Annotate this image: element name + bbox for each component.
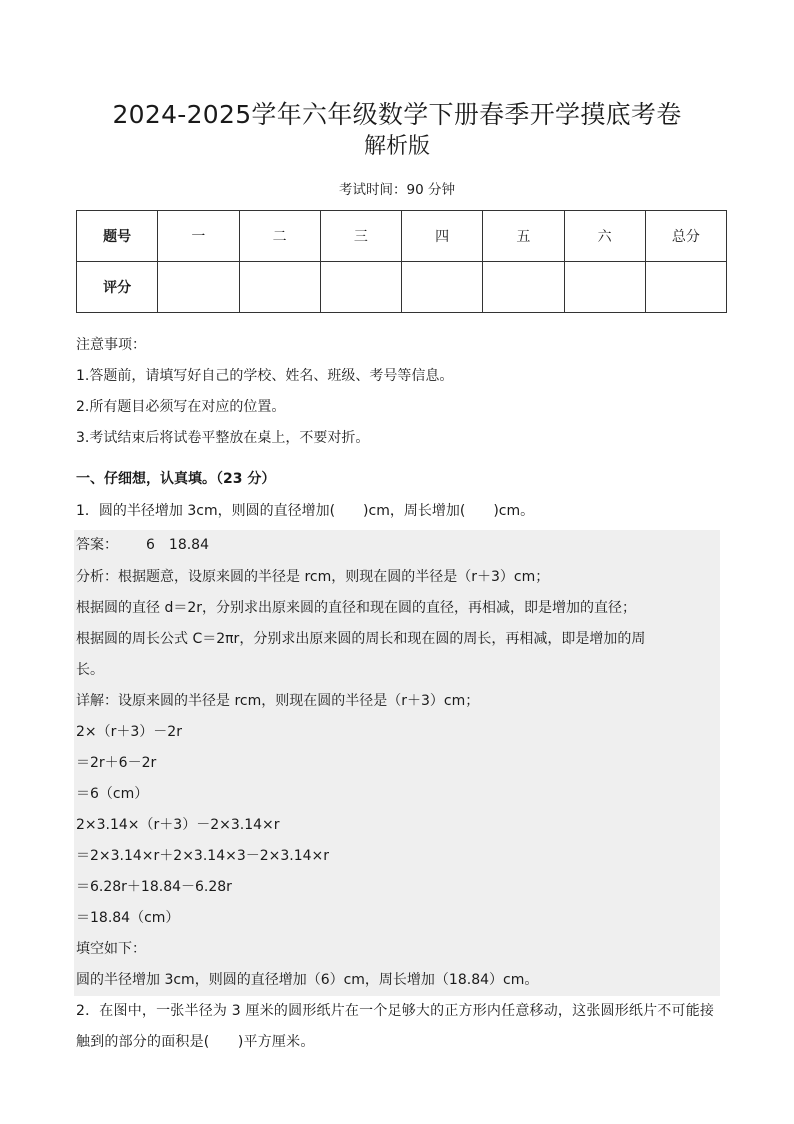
table-cell-score-empty <box>402 262 483 313</box>
table-cell-total: 总分 <box>645 211 726 262</box>
analysis-line: 根据圆的直径 d＝2r，分别求出原来圆的直径和现在圆的直径，再相减，即是增加的直径； <box>76 600 636 616</box>
notes-block <box>76 330 453 454</box>
solution-line: 2×3.14×（r＋3）－2×3.14×r <box>76 817 280 833</box>
analysis-line: 分析：根据题意，设原来圆的半径是 rcm，则现在圆的半径是（r＋3）cm； <box>76 569 550 585</box>
table-cell-section-2: 二 <box>239 211 320 262</box>
solution-line: ＝6.28r＋18.84－6.28r <box>76 879 232 895</box>
answer-explanation-box <box>74 530 720 996</box>
notes-item: 1.答题前，请填写好自己的学校、姓名、班级、考号等信息。 <box>76 368 454 384</box>
exam-time: 考试时间：90 分钟 <box>339 182 455 198</box>
answer-values: 6 18.84 <box>146 537 209 553</box>
solution-line: ＝18.84（cm） <box>76 910 180 926</box>
solution-line: 2×（r＋3）－2r <box>76 724 182 740</box>
page-title: 2024-2025学年六年级数学下册春季开学摸底考卷 <box>112 100 682 129</box>
table-cell-question-number: 题号 <box>77 211 158 262</box>
table-cell-score-empty <box>564 262 645 313</box>
solution-line: ＝2r＋6－2r <box>76 755 157 771</box>
solution-line: ＝6（cm） <box>76 786 149 802</box>
score-table-header-row <box>77 211 727 262</box>
table-cell-score-empty <box>483 262 564 313</box>
answer-label: 答案： <box>76 537 118 553</box>
table-cell-section-1: 一 <box>158 211 239 262</box>
table-cell-section-4: 四 <box>402 211 483 262</box>
table-cell-score-empty <box>158 262 239 313</box>
table-cell-score-empty <box>239 262 320 313</box>
solution-line: 填空如下： <box>76 941 146 957</box>
table-cell-section-3: 三 <box>320 211 401 262</box>
answer-line <box>76 534 209 554</box>
section-heading: 一、仔细想，认真填。（23 分） <box>76 471 276 487</box>
solution-line: ＝2×3.14×r＋2×3.14×3－2×3.14×r <box>76 848 330 864</box>
solution-line: 详解：设原来圆的半径是 rcm，则现在圆的半径是（r＋3）cm； <box>76 693 480 709</box>
table-cell-score-empty <box>645 262 726 313</box>
score-table-score-row <box>77 262 727 313</box>
notes-item: 3.考试结束后将试卷平整放在桌上，不要对折。 <box>76 430 370 446</box>
notes-heading: 注意事项： <box>76 337 146 353</box>
analysis-line: 长。 <box>76 662 104 678</box>
notes-item: 2.所有题目必须写在对应的位置。 <box>76 399 286 415</box>
page-subtitle: 解析版 <box>363 134 430 159</box>
question-2-text: 2．在图中，一张半径为 3 厘米的圆形纸片在一个足够大的正方形内任意移动，这张圆形纸片不可能接触到的部分的面积是( )平方厘米。 <box>76 1003 715 1050</box>
score-table <box>76 210 727 313</box>
table-cell-score-label: 评分 <box>77 262 158 313</box>
question-1-text: 1．圆的半径增加 3cm，则圆的直径增加( )cm，周长增加( )cm。 <box>76 503 535 519</box>
table-cell-section-5: 五 <box>483 211 564 262</box>
table-cell-score-empty <box>320 262 401 313</box>
table-cell-section-6: 六 <box>564 211 645 262</box>
analysis-line: 根据圆的周长公式 C＝2πr，分别求出原来圆的周长和现在圆的周长，再相减，即是增加的周 <box>76 631 646 647</box>
solution-line: 圆的半径增加 3cm，则圆的直径增加（6）cm，周长增加（18.84）cm。 <box>76 972 539 988</box>
